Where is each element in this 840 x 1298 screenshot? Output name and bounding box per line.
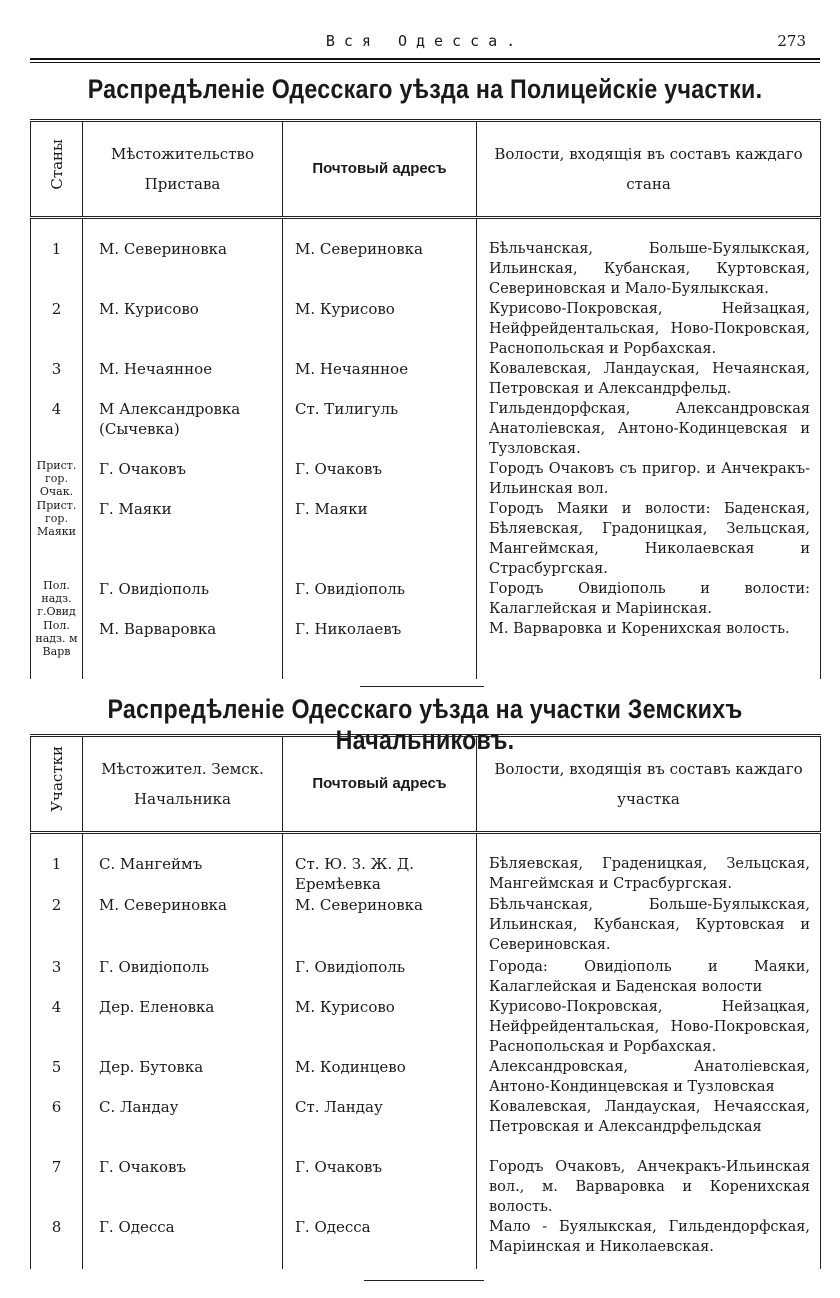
table-row — [31, 1217, 821, 1269]
row-residence: Г. Овидіополь — [83, 957, 283, 997]
table-row — [31, 399, 821, 459]
row-residence: М. Курисово — [83, 299, 283, 359]
zemstvo-table-body — [31, 833, 821, 1269]
row-address: Г. Маяки — [283, 499, 477, 579]
row-number: 2 — [31, 895, 83, 957]
row-address: М. Кодинцево — [283, 1057, 477, 1097]
row-residence: М Александровка (Сычевка) — [83, 399, 283, 459]
row-number: Прист. гор. Маяки — [31, 499, 83, 579]
row-volosts: М. Варваровка и Коренихская волость. — [477, 619, 821, 679]
table-row — [31, 1157, 821, 1217]
row-residence: М. Варваровка — [83, 619, 283, 679]
row-number: 3 — [31, 359, 83, 399]
row-address: М. Курисово — [283, 299, 477, 359]
row-volosts: Гильдендорфская, Александровская Анатоліевская, Антоно-Кодинцевская и Тузловская. — [477, 399, 821, 459]
row-number: 8 — [31, 1217, 83, 1269]
row-address: М. Нечаянное — [283, 359, 477, 399]
table-row — [31, 895, 821, 957]
row-address: Ст. Ландау — [283, 1097, 477, 1157]
row-number: Пол. надз. м Варв — [31, 619, 83, 679]
col-header-stany: Станы — [31, 121, 83, 218]
row-volosts: Городъ Овидіополь и волости: Калаглейская и Маріинская. — [477, 579, 821, 619]
row-number: 2 — [31, 299, 83, 359]
table-row — [31, 1097, 821, 1157]
book-page — [30, 0, 820, 1298]
row-residence: Дер. Бутовка — [83, 1057, 283, 1097]
header-rule — [30, 58, 820, 63]
col-header-residence: Мѣстожительство Пристава — [83, 121, 283, 218]
row-number: 7 — [31, 1157, 83, 1217]
table-row — [31, 833, 821, 895]
row-volosts: Курисово-Покровская, Нейзацкая, Нейфрейдентальская, Ново-Покровская, Раснопольская и Рорбахская. — [477, 299, 821, 359]
col-header-residence: Мѣстожител. Земск. Начальника — [83, 736, 283, 833]
table-row — [31, 579, 821, 619]
row-residence: С. Ландау — [83, 1097, 283, 1157]
table-row — [31, 619, 821, 679]
row-volosts: Бѣльчанская, Больше-Буялыкская, Ильинская, Кубанская, Куртовская и Севериновская. — [477, 895, 821, 957]
row-number: 4 — [31, 399, 83, 459]
row-number: 6 — [31, 1097, 83, 1157]
row-address: Г. Очаковъ — [283, 1157, 477, 1217]
row-address: Г. Очаковъ — [283, 459, 477, 499]
row-volosts: Городъ Очаковъ съ пригор. и Анчекракъ-Ильинская вол. — [477, 459, 821, 499]
row-volosts: Города: Овидіополь и Маяки, Калаглейская и Баденская волости — [477, 957, 821, 997]
zemstvo-section-title: Распредѣленіе Одесскаго уѣзда на участки Земскихъ Начальниковъ. — [107, 694, 743, 755]
table-row — [31, 499, 821, 579]
col-header-volosts: Волости, входящія въ составъ каждаго стана — [477, 121, 821, 218]
table-row — [31, 1057, 821, 1097]
table-row — [31, 299, 821, 359]
row-address: М. Севериновка — [283, 218, 477, 300]
row-volosts: Курисово-Покровская, Нейзацкая, Нейфрейдентальская, Ново-Покровская, Раснопольская и Рорбахская. — [477, 997, 821, 1057]
row-residence: Г. Очаковъ — [83, 459, 283, 499]
row-number: Пол. надз. г.Овид — [31, 579, 83, 619]
zemstvo-districts-table — [30, 734, 821, 1269]
row-residence: Дер. Еленовка — [83, 997, 283, 1057]
row-residence: Г. Овидіополь — [83, 579, 283, 619]
col-header-address: Почтовый адресъ — [283, 736, 477, 833]
table-row — [31, 459, 821, 499]
row-residence: М. Севериновка — [83, 895, 283, 957]
row-number: 1 — [31, 833, 83, 895]
row-residence: М. Нечаянное — [83, 359, 283, 399]
row-volosts: Городъ Маяки и волости: Баденская, Бѣляевская, Градоницкая, Зельцская, Мангеймская, Николаевская и Страсбургская. — [477, 499, 821, 579]
row-address: Ст. Тилигуль — [283, 399, 477, 459]
row-volosts: Мало - Буялыкская, Гильдендорфская, Маріинская и Николаевская. — [477, 1217, 821, 1269]
table-row — [31, 359, 821, 399]
row-volosts: Бѣльчанская, Больше-Буялыкская, Ильинская, Кубанская, Куртовская, Севериновская и Мало-Буялыкская. — [477, 218, 821, 300]
col-header-uchastki: Участки — [31, 736, 83, 833]
row-volosts: Городъ Очаковъ, Анчекракъ-Ильинская вол., м. Варваровка и Коренихская волость. — [477, 1157, 821, 1217]
row-volosts: Ковалевская, Ландауская, Нечаясская, Петровская и Александрфельдская — [477, 1097, 821, 1157]
row-address: Г. Одесса — [283, 1217, 477, 1269]
table-row — [31, 218, 821, 300]
row-volosts: Ковалевская, Ландауская, Нечаянская, Петровская и Александрфельд. — [477, 359, 821, 399]
row-number: 4 — [31, 997, 83, 1057]
row-address: Ст. Ю. З. Ж. Д. Еремѣевка — [283, 833, 477, 895]
row-address: М. Курисово — [283, 997, 477, 1057]
row-address: М. Севериновка — [283, 895, 477, 957]
row-residence: С. Мангеймъ — [83, 833, 283, 895]
police-table-body — [31, 218, 821, 680]
row-address: Г. Овидіополь — [283, 957, 477, 997]
page-number: 273 — [777, 32, 806, 50]
row-volosts: Бѣляевская, Граденицкая, Зельцская, Мангеймская и Страсбургская. — [477, 833, 821, 895]
end-rule — [364, 1280, 484, 1281]
row-residence: Г. Одесса — [83, 1217, 283, 1269]
row-address: Г. Овидіополь — [283, 579, 477, 619]
running-header — [30, 30, 820, 56]
row-number: 5 — [31, 1057, 83, 1097]
row-residence: Г. Маяки — [83, 499, 283, 579]
col-header-address: Почтовый адресъ — [283, 121, 477, 218]
row-number: 1 — [31, 218, 83, 300]
section-divider — [360, 686, 484, 687]
police-section-title: Распредѣленіе Одесскаго уѣзда на Полицейскіе участки. — [87, 74, 763, 104]
row-number: 3 — [31, 957, 83, 997]
running-title: Вся Одесса. — [325, 32, 525, 50]
row-address: Г. Николаевъ — [283, 619, 477, 679]
table-row — [31, 957, 821, 997]
row-residence: Г. Очаковъ — [83, 1157, 283, 1217]
table-row — [31, 997, 821, 1057]
row-number: Прист. гор. Очак. — [31, 459, 83, 499]
row-volosts: Александровская, Анатоліевская, Антоно-Кондинцевская и Тузловская — [477, 1057, 821, 1097]
police-districts-table — [30, 119, 821, 679]
row-residence: М. Севериновка — [83, 218, 283, 300]
col-header-volosts: Волости, входящія въ составъ каждаго участка — [477, 736, 821, 833]
